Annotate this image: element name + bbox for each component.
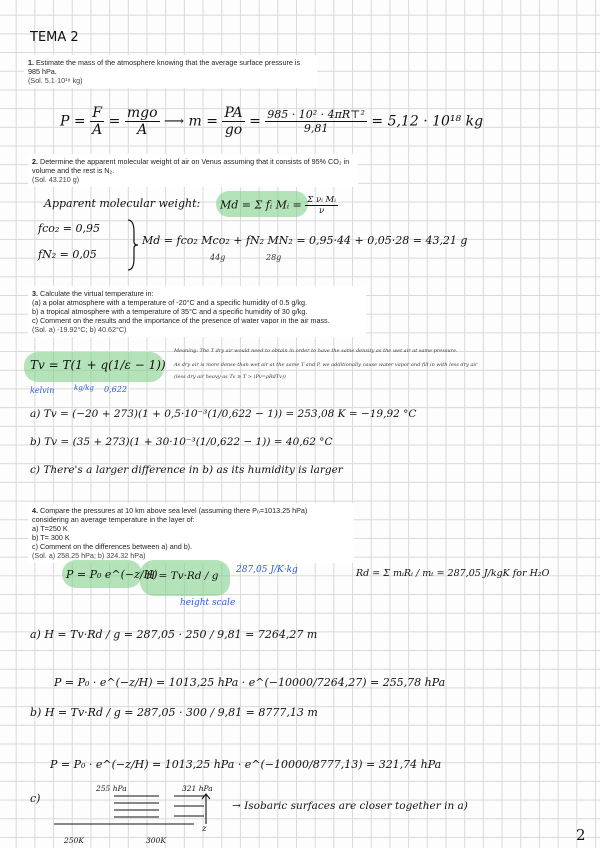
question-4-text-a: Compare the pressures at 10 km above sea level (assuming there P₀=1013.25 hPa) <box>40 506 308 515</box>
q1-frac-pa: $\frac{PA}{go}$ <box>224 105 243 138</box>
q4-c-left-top: 255 hPa <box>96 784 127 793</box>
q2-m-co2: 44g <box>210 253 226 262</box>
question-4-text-d: b) T= 300 K <box>32 533 70 542</box>
q4-c-right-top: 321 hPa <box>182 784 213 793</box>
question-3-solution: (Sol. a) -19.92°C; b) 40.62°C) <box>32 325 127 334</box>
question-4-text-c: a) T=250 K <box>32 524 68 533</box>
q4-c-label: c) <box>30 792 41 805</box>
question-4-solution: (Sol. a) 258.25 hPa; b) 324.32 hPa) <box>32 551 146 560</box>
question-2-number: 2. <box>32 157 38 166</box>
q3-eps: 0,622 <box>104 385 127 394</box>
question-2-text: Determine the apparent molecular weight of air on Venus assuming that it consists of 95% CO₂ in volume and the rest is N₂. <box>32 157 350 175</box>
q4-rd-note: 287,05 J/K·kg <box>236 565 298 575</box>
q3-calc-b: b) Tv = (35 + 273)(1 + 30·10⁻³(1/0,622 − 1)) = 40,62 °C <box>30 436 333 448</box>
q2-calc: Md = fco₂ Mco₂ + fN₂ MN₂ = 0,95·44 + 0,05·28 = 43,21 g <box>142 234 468 247</box>
q1-result: = 5,12 · 10¹⁸ kg <box>371 113 484 130</box>
q3-q-note: kg/kg <box>74 384 94 392</box>
question-1-equation <box>60 105 483 138</box>
q4-c-sketch <box>44 794 214 834</box>
question-2-box <box>28 154 358 187</box>
q4-height-note: height scale <box>180 598 236 608</box>
q3-meaning-1: Meaning: The T dry air would need to obtain in order to have the same density as the wet air at same pressure. <box>174 348 458 354</box>
question-1-text: Estimate the mass of the atmosphere knowing that the average surface pressure is 985 hPa. <box>28 58 301 76</box>
q4-c-comment: → Isobaric surfaces are closer together in a) <box>232 800 468 812</box>
q1-eq: = <box>108 113 121 130</box>
question-4-number: 4. <box>32 506 38 515</box>
q4-rd-def: Rd = Σ mᵢRᵢ / mₜ = 287,05 J/kgK for H₂O <box>356 568 550 579</box>
question-3-text-b: (a) a polar atmosphere with a temperature of -20°C and a specific humidity of 0.5 g/kg. <box>32 298 307 307</box>
q1-frac-fa: $\frac{F}{A}$ <box>92 105 103 138</box>
q2-m-n2: 28g <box>266 253 282 262</box>
q1-frac-mgo: $\frac{\text{mgo}}{A}$ <box>126 105 158 138</box>
page-number: 2 <box>576 826 586 844</box>
q2-fn2: fN₂ = 0,05 <box>38 248 97 261</box>
q3-meaning-3: (less dry air heavy as Tv ≥ T > (Pv=ρRdTv)) <box>174 374 286 380</box>
q3-calc-c: c) There's a larger difference in b) as its humidity is larger <box>30 464 343 476</box>
q4-h-formula: H = Tv·Rd / g <box>146 570 219 582</box>
q2-fco2: fco₂ = 0,95 <box>38 222 100 235</box>
q2-formula-frac: $\frac{\text{Σ νᵢ Mᵢ}}{\nu}$ <box>307 195 336 216</box>
q2-brace <box>128 220 138 270</box>
q4-a-p: P = P₀ · e^(−z/H) = 1013,25 hPa · e^(−10000/7264,27) = 255,78 hPa <box>54 676 446 689</box>
question-3-text-d: c) Comment on the results and the importance of the presence of water vapor in the air mass. <box>32 316 330 325</box>
q4-c-right-bot: 300K <box>146 836 166 845</box>
q3-formula: Tv = T(1 + q(1/ε − 1)) <box>30 358 166 372</box>
question-1-number: 1. <box>28 58 34 67</box>
question-4-box <box>28 503 354 563</box>
question-3-box <box>28 286 366 337</box>
q4-b-p: P = P₀ · e^(−z/H) = 1013,25 hPa · e^(−10000/8777,13) = 321,74 hPa <box>50 758 442 771</box>
question-4-text-e: c) Comment on the differences between a) and b). <box>32 542 193 551</box>
q4-b-h: b) H = Tv·Rd / g = 287,05 · 300 / 9,81 = 8777,13 m <box>30 706 318 719</box>
question-3-text-c: b) a tropical atmosphere with a temperature of 35°C and a specific humidity of 30 g/kg. <box>32 307 308 316</box>
question-3-text-a: Calculate the virtual temperature in: <box>40 289 154 298</box>
q1-frac-num: $\frac{\text{985 · 10² · 4πR⊤²}}{9,81}$ <box>267 108 365 135</box>
question-4-text-b: considering an average temperature in the layer of: <box>32 515 195 524</box>
q1-eq2: = <box>249 113 261 130</box>
q2-formula: Md = Σ fᵢ Mᵢ = $\frac{\text{Σ νᵢ Mᵢ}}{\nu}$ <box>220 195 336 216</box>
q1-arrow: ⟶ m = <box>163 113 218 130</box>
q4-c-z: z <box>202 824 207 834</box>
q4-p-formula: P = P₀ e^(−z/H) <box>66 568 158 581</box>
q4-a-h: a) H = Tv·Rd / g = 287,05 · 250 / 9,81 = 7264,27 m <box>30 628 318 641</box>
q2-label: Apparent molecular weight: <box>44 197 201 210</box>
question-2-solution: (Sol. 43.210 g) <box>32 175 80 184</box>
page-title: TEMA 2 <box>30 30 79 45</box>
question-1-box <box>24 55 317 88</box>
q3-meaning-2: As dry air is more dense than wet air at the same T and P, we additionally cause water vapor and fill in with less dry air <box>174 362 478 368</box>
q3-calc-a: a) Tv = (−20 + 273)(1 + 0,5·10⁻³(1/0,622 − 1)) = 253,08 K = −19,92 °C <box>30 408 417 420</box>
q2-formula-lhs: Md = Σ fᵢ Mᵢ <box>220 198 290 212</box>
q4-c-left-bot: 250K <box>64 836 84 845</box>
q1-p: P = <box>60 113 86 130</box>
question-3-number: 3. <box>32 289 38 298</box>
q3-kelvin: kelvin <box>30 386 55 395</box>
question-1-solution: (Sol. 5.1·10¹⁸ kg) <box>28 76 83 85</box>
